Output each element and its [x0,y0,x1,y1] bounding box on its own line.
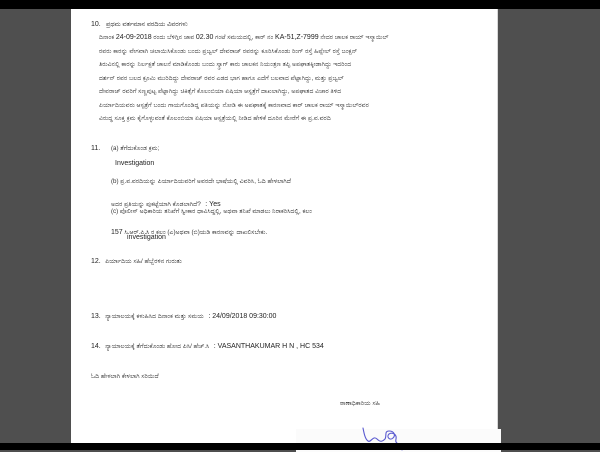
read-and-verified-note: ಓದಿ ಹೇಳಲಾಗಿ ಕೇಳಲಾಗಿ ಸರಿಯಿದೆ [91,373,159,380]
section-11c-value: investigation [127,234,166,241]
section-11c-label-line1: (c) ಪೊಲೀಸ್ ಅಧಿಕಾರಿಯ ತನಿಖೆಗೆ ಸ್ವೀಕಾರ ಧಾವಿಸಿದ್ದಲ್ಲಿ, ಅಥವಾ ತನಿಖೆ ಮಾಡಲು ನಿರಾಕರಿಸಿದಲ್ಲಿ, ಕಲಂ [111,208,313,215]
section-10-heading: ಪ್ರಥಮ ವರ್ತಮಾನ ವರದಿಯ ವಿವರಗಳು [106,21,188,28]
section-13-number: 13. [91,313,101,320]
section-14-value: : VASANTHAKUMAR H N , HC 534 [213,343,324,350]
section-11c-label-line2: ಸಿ.ಆರ್.ಪಿ.ಸಿ ರ ಕಲಂ (ಎ)ಅಥವಾ (ಬಿ)ಯಡಿ ಕಾರಣವನ್ನು ದಾಖಲಿಸಬೇಕು. [122,229,268,236]
section-11-number: 11. [91,145,101,152]
section-10-number: 10. [91,21,101,28]
section-11a-value: Investigation [115,160,155,167]
paragraph-line: ರವರು ಕಾರನ್ನು ವೇಗವಾಗಿ ಚಲಾಯಿಸಿಕೊಂಡು ಬಂದು ಪ್ರಜ್ವಲ್ ದೇವರಾಜ್ ರವರನ್ನು ಕೂರಿಸಿಕೊಂಡು ರಿಂಗ್ ರಸ್ತೆ ಹಿಪ್ಪೇಲ್ ರಸ್ತೆ ಜಂಕ್ಷನ್ [99,47,358,55]
paragraph-line: ಪಿರ್ಯಾದಿಯವರು ಆಸ್ಪತ್ರೆಗೆ ಬಂದು ಗಾಯಗೊಂಡಿದ್ದ ಪತಿಯನ್ನು ನೋಡಿ ಈ ಅಪಘಾತಕ್ಕೆ ಕಾರಣವಾದ ಕಾರ್ ಚಾಲಕ ರಾಯ್ ಇಸ್ಮಾಯಿಲ್‌ರವರ [99,101,369,109]
section-10-paragraph [99,31,489,126]
paragraph-line [99,31,489,45]
section-13 [91,305,276,323]
text-fragment: ನೇದರ ಚಾಲಕ ರಾಯ್ ಇಸ್ಮಾಯಿಲ್ [318,34,389,41]
incident-date: 24-09-2018 [115,34,152,41]
paragraph-line: ವಿರುದ್ಧ ಸೂಕ್ತ ಕ್ರಮ ಕೈಗೊಳ್ಳುವಂತೆ ಕೊಲಂಬಿಯಾ ಏಷಿಯಾ ಆಸ್ಪತ್ರೆಯಲ್ಲಿ ನೀಡಿದ ಹೇಳಿಕೆ ದೂರಿನ ಮೇರೆಗೆ ಈ ಪ್ರ.ವ.ವರದಿ [99,115,331,122]
top-letterbox-bar [0,0,600,9]
paragraph-line: ದರ್ಶನ್ ರವರ ಬಲದ ಕ್ರೂಮಿ ಮುರಿದಿದ್ದು ದೇವರಾಜ್ ರವರ ಎಡದ ಭಾಗ ಹಾಗೂ ಎದೆಗೆ ಬಲವಾದ ಪೆಟ್ಟಾಗಿದ್ದು, ಮತ್ತು ಪ್ರಜ್ವಲ್ [99,74,344,82]
section-11b-value: : Yes [205,201,221,208]
section-14 [91,335,324,353]
text-fragment: ಗಂಟೆ ಸಮಯದಲ್ಲಿ, ಕಾರ್ ನಂ [213,34,276,41]
document-page [71,9,498,443]
section-14-number: 14. [91,343,101,350]
section-12 [91,250,182,268]
vehicle-number: KA-51,Z-7999 [275,34,319,41]
paragraph-line: ದೇವರಾಜ್ ರವರಿಗೆ ಸಣ್ಣಪುಟ್ಟ ಪೆಟ್ಟಾಗಿದ್ದು ಚಿಕಿತ್ಸೆಗೆ ಕೊಲಂಬಿಯಾ ಏಷಿಯಾ ಆಸ್ಪತ್ರೆಗೆ ದಾಖಲಾಗಿದ್ದು, ಅಪಘಾತದ ವಿಚಾರ ತಿಳಿದ [99,88,342,95]
section-13-value: : 24/09/2018 09:30:00 [208,313,277,320]
section-13-label: ನ್ಯಾಯಾಲಯಕ್ಕೆ ಕಳುಹಿಸಿದ ದಿನಾಂಕ ಮತ್ತು ಸಮಯ [105,313,204,320]
section-12-number: 12. [91,258,101,265]
bottom-letterbox-bar [0,443,600,450]
paragraph-line: ತಿರುವಿನಲ್ಲಿ ಕಾರನ್ನು ನಿರ್ಲಕ್ಷತೆ ಚಾಲನೆ ಮಾಡಿಕೊಂಡು ಬಂದು ಸ್ಕ್ರಾಗ್ ಕಾರು ಚಾಲಕನ ನಿಯಂತ್ರಣ ತಪ್ಪಿ ಅಪಘಾತಕ್ಕೀಡಾಗಿದ್ದು ಇದರಿಂದ [99,61,352,68]
officer-signature-label: ಠಾಣಾಧಿಕಾರಿಯ ಸಹಿ [340,400,381,407]
text-fragment: ರಂದು ಬೆಳಿಗ್ಗಿನ ಜಾವ [151,34,196,41]
section-12-label: ಪಿರ್ಯಾದಿಯ ಸಹಿ/ ಹೆಬ್ಬೆರಳಿನ ಗುರುತು [105,258,182,265]
section-14-label: ನ್ಯಾಯಾಲಯಕ್ಕೆ ತೆಗೆದುಕೊಂಡು ಹೋದ ಪಿಸಿ/ ಹೆಚ್.ಸಿ [105,343,210,350]
section-11c-number: 157 [111,229,123,236]
incident-time: 02.30 [195,34,214,41]
section-11b-label-line1: (b) ಪ್ರ.ವ.ವರದಿಯನ್ನು ಪಿರ್ಯಾದಿಯವರಿಗೆ ಅವರದೇ ಭಾಷೆಯಲ್ಲಿ ವಿವರಿಸಿ, ಓದಿ ಹೇಳಲಾಗಿದೆ [111,178,292,185]
section-11b-label-line2: ಅದರ ಪ್ರತಿಯನ್ನು ಪುಕಟ್ಟೆಯಾಗಿ ಕೊಡಲಾಗಿದೆ? [111,201,201,208]
section-11a-label: (a) ತೆಗೆದುಕೊಂಡ ಕ್ರಮ; [111,145,160,152]
text-fragment: ದಿನಾಂಕ [99,34,116,41]
